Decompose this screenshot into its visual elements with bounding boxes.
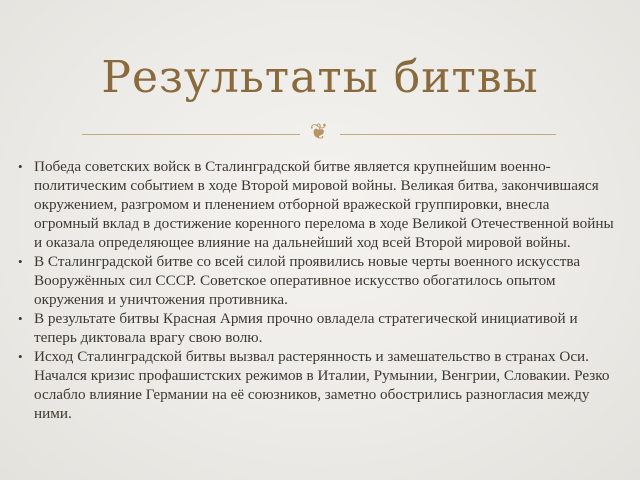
bullet-marker: • xyxy=(18,159,23,174)
bullet-text: В Сталинградской битве со всей силой проявились новые черты военного искусства Вооружённых сил СССР. Советское оперативное искусство обогатилось опытом окружения и уничтожения противника. xyxy=(34,253,581,308)
bullet-item xyxy=(16,157,616,252)
bullet-item xyxy=(16,252,616,309)
slide-title: Результаты битвы xyxy=(101,52,539,103)
bullet-text: Исход Сталинградской битвы вызвал растерянность и замешательство в странах Оси. Начался кризис профашистских режимов в Италии, Румынии, Венгрии, Словакии. Резко ослабло влияние Германии на её союзников, заметно обострились разногласия между ними. xyxy=(34,348,610,422)
title-divider-left xyxy=(82,134,300,135)
fleuron-icon: ❦ xyxy=(309,120,329,145)
bullet-marker: • xyxy=(18,254,23,269)
bullet-text: Победа советских войск в Сталинградской битве является крупнейшим военно-политическим событием в ходе Второй мировой войны. Великая битва, закончившаяся окружением, разгромом и пленением отборной вражеской группировки, внесла огромный вклад в достижение коренного перелома в ходе Великой Отечественной войны и оказала определяющее влияние на дальнейший ход всей Второй мировой войны. xyxy=(34,158,614,251)
bullet-marker: • xyxy=(18,311,23,326)
bullet-item xyxy=(16,347,616,423)
title-divider-right xyxy=(340,134,556,135)
bullet-text: В результате битвы Красная Армия прочно овладела стратегической инициативой и теперь диктовала врагу свою волю. xyxy=(34,310,578,346)
bullet-item xyxy=(16,309,616,347)
bullet-list xyxy=(16,157,616,423)
bullet-marker: • xyxy=(18,349,23,364)
